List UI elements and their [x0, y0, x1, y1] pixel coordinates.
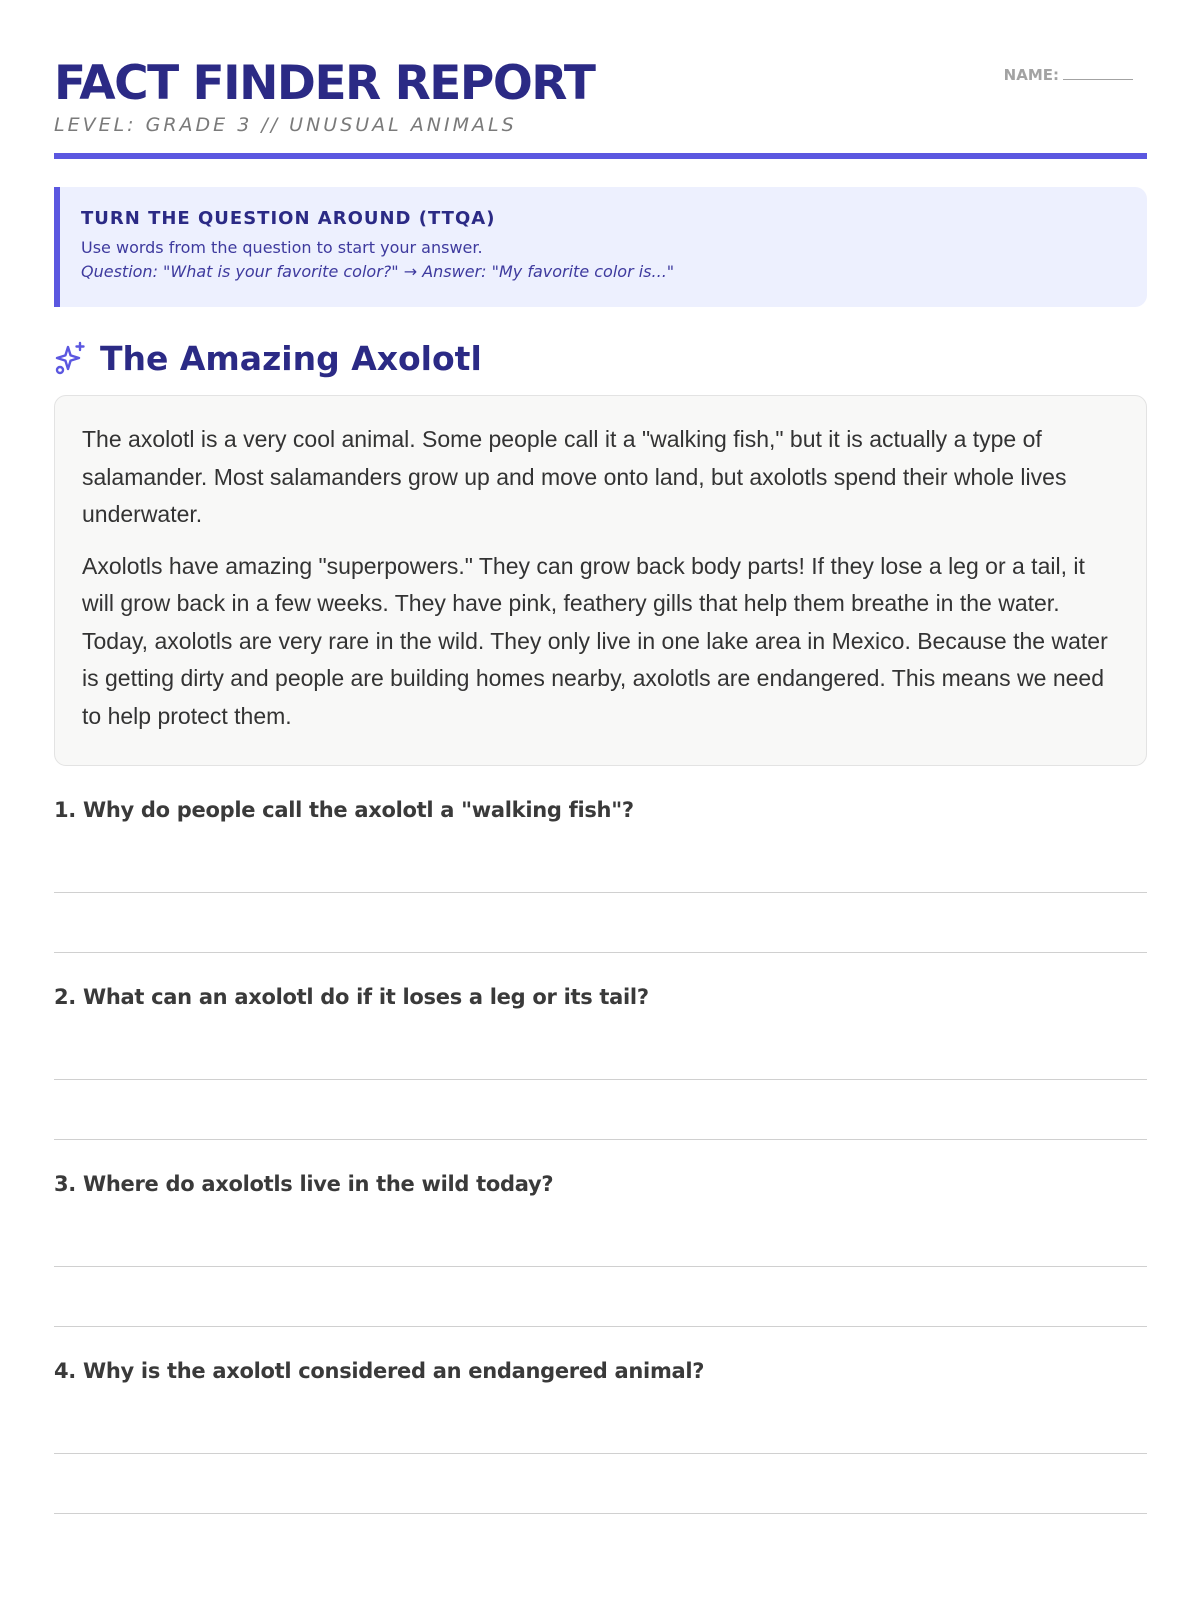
header-divider — [54, 153, 1147, 159]
answer-line[interactable] — [54, 1079, 1147, 1080]
tip-example: Question: "What is your favorite color?" → Answer: "My favorite color is..." — [81, 262, 675, 281]
reading-passage — [54, 395, 1147, 766]
answer-line[interactable] — [54, 892, 1147, 893]
tip-title: TURN THE QUESTION AROUND (TTQA) — [81, 208, 496, 229]
passage-paragraph: The axolotl is a very cool animal. Some people call it a "walking fish," but it is actually a type of salamander. Most salamanders grow up and move onto land, but axolotls spend their whole lives underwater. — [82, 426, 1067, 527]
tip-instruction: Use words from the question to start your answer. — [81, 238, 483, 257]
passage-paragraph: Axolotls have amazing "superpowers." They can grow back body parts! If they lose a leg or a tail, it will grow back in a few weeks. They have pink, feathery gills that help them breathe in the water. Today, axolotls are very rare in the wild. They only live in one lake area in Mexico. Because the water is getting dirty and people are building homes nearby, axolotls are endangered. This means we need to help protect them. — [82, 552, 1108, 729]
name-label: NAME: — [1003, 66, 1059, 84]
sparkles-icon — [54, 341, 86, 375]
page-title: FACT FINDER REPORT — [54, 56, 595, 111]
worksheet-page — [54, 0, 1147, 1600]
section-heading — [54, 338, 482, 378]
answer-line[interactable] — [54, 1513, 1147, 1514]
name-blank-line[interactable] — [1063, 79, 1133, 80]
question-1 — [54, 796, 1147, 824]
question-text: 1. Why do people call the axolotl a "walking fish"? — [54, 798, 634, 822]
question-3 — [54, 1170, 1147, 1198]
section-title: The Amazing Axolotl — [100, 338, 482, 378]
question-text: 4. Why is the axolotl considered an endangered animal? — [54, 1359, 705, 1383]
page-subtitle: LEVEL: GRADE 3 // UNUSUAL ANIMALS — [54, 114, 517, 136]
answer-line[interactable] — [54, 952, 1147, 953]
question-4 — [54, 1357, 1147, 1385]
ttqa-tip-box — [54, 187, 1147, 307]
answer-line[interactable] — [54, 1326, 1147, 1327]
answer-line[interactable] — [54, 1139, 1147, 1140]
question-text: 2. What can an axolotl do if it loses a leg or its tail? — [54, 985, 649, 1009]
question-text: 3. Where do axolotls live in the wild today? — [54, 1172, 554, 1196]
name-field[interactable] — [1004, 66, 1133, 84]
question-2 — [54, 983, 1147, 1011]
answer-line[interactable] — [54, 1266, 1147, 1267]
answer-line[interactable] — [54, 1453, 1147, 1454]
worksheet-header — [54, 56, 1147, 160]
